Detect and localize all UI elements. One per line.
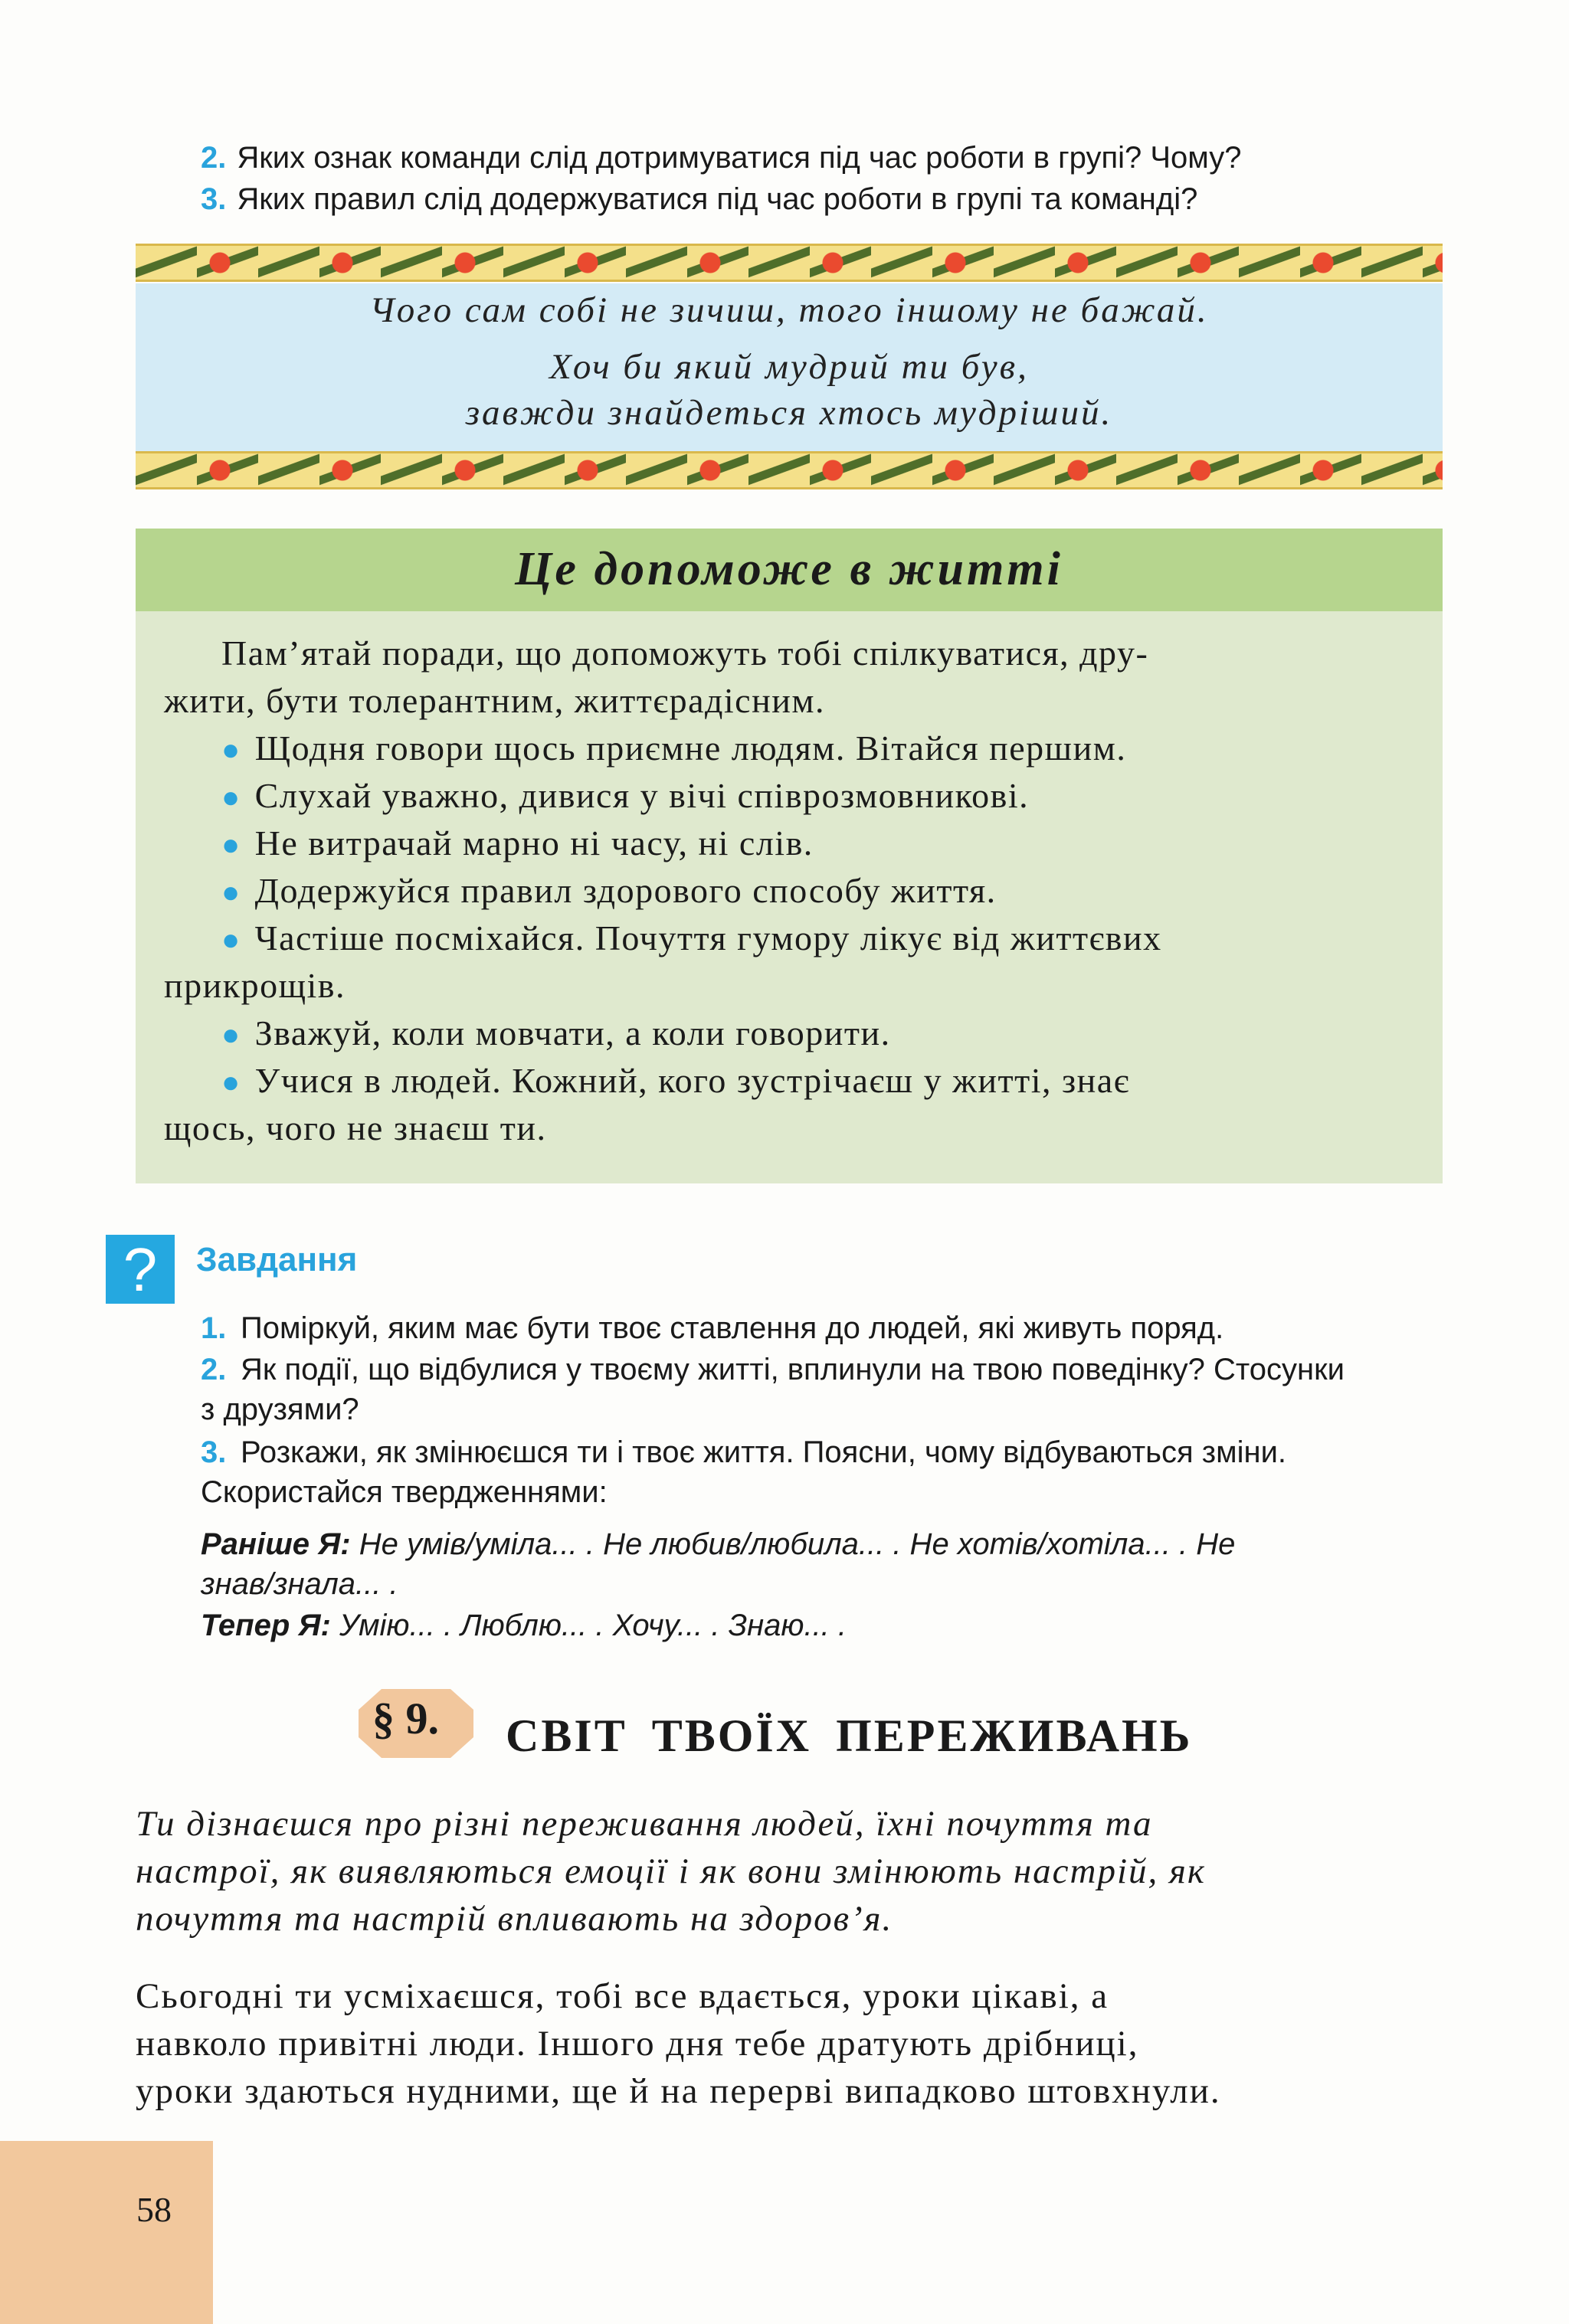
bullet-icon: ●	[221, 1018, 241, 1052]
statement-before: Раніше Я: Не умів/уміла... . Не любив/любила... . Не хотів/хотіла... . Не	[201, 1527, 1236, 1561]
task-3-continuation: Скористайся твердженнями:	[201, 1475, 608, 1509]
bullet-icon: ●	[221, 828, 241, 862]
bullet-icon: ●	[221, 733, 241, 767]
question-text: Яких ознак команди слід дотримуватися під час роботи в групі? Чому?	[237, 141, 1242, 175]
question-text: Яких правил слід додержуватися під час роботи в групі та команді?	[237, 182, 1198, 216]
body-text-line: уроки здаються нудними, ще й на перерві випадково штовхнули.	[136, 2071, 1221, 2111]
question-2	[201, 138, 1241, 178]
body-text-line: навколо привітні люди. Іншого дня тебе дратують дрібниці,	[136, 2024, 1139, 2064]
section-intro-line: почуття та настрій впливають на здоров’я.	[136, 1899, 893, 1939]
advice-item-continuation: щось, чого не знаєш ти.	[164, 1108, 547, 1147]
advice-box-header	[136, 529, 1443, 611]
section-number: § 9.	[372, 1694, 439, 1743]
section-intro-line: настрої, як виявляються емоції і як вони змінюють настрій, як	[136, 1851, 1206, 1891]
advice-item: ● Щодня говори щось приємне людям. Вітайся першим.	[221, 728, 1127, 768]
page-number-tab	[0, 2141, 213, 2324]
task-2-continuation: з друзями?	[201, 1393, 359, 1426]
page-number: 58	[136, 2190, 172, 2229]
advice-item-continuation: прикрощів.	[164, 966, 346, 1005]
section-intro-line: Ти дізнаєшся про різні переживання людей, їхні почуття та	[136, 1804, 1153, 1844]
advice-item: ● Учися в людей. Кожний, кого зустрічаєш у житті, знає	[221, 1061, 1130, 1100]
advice-item: ● Зважуй, коли мовчати, а коли говорити.	[221, 1013, 891, 1052]
task-number: 3.	[201, 1435, 227, 1469]
advice-item: ● Додержуйся правил здорового способу життя.	[221, 871, 997, 910]
bullet-icon: ●	[221, 876, 241, 909]
task-1: 1. Поміркуй, яким має бути твоє ставлення до людей, які живуть поряд.	[201, 1308, 1446, 1348]
question-icon: ?	[106, 1235, 175, 1304]
proverb-1: Чого сам собі не зичиш, того іншому не бажай.	[369, 290, 1209, 330]
proverbs-box	[136, 283, 1443, 451]
proverb-2-line-2: завжди знайдеться хтось мудріший.	[465, 393, 1113, 433]
question-3	[201, 179, 1197, 219]
question-number: 3.	[201, 182, 227, 216]
advice-item: ● Слухай уважно, дивися у вічі співрозмовникові.	[221, 776, 1030, 815]
body-text-line: Сьогодні ти усміхаєшся, тобі все вдається, уроки цікаві, а	[136, 1976, 1109, 2016]
advice-box-title: Це допоможе в житті	[515, 543, 1063, 595]
statement-now: Тепер Я: Умію... . Люблю... . Хочу... . Знаю... .	[201, 1609, 847, 1642]
advice-item: ● Не витрачай марно ні часу, ні слів.	[221, 823, 814, 862]
task-2: 2. Як події, що відбулися у твоєму житті, вплинули на твою поведінку? Стосунки	[201, 1350, 1446, 1389]
statement-label: Тепер Я:	[201, 1609, 331, 1642]
ornament-border-bottom	[136, 451, 1443, 489]
bullet-icon: ●	[221, 781, 241, 814]
advice-item: ● Частіше посміхайся. Почуття гумору лікує від життєвих	[221, 918, 1162, 957]
task-number: 2.	[201, 1353, 227, 1386]
question-number: 2.	[201, 141, 227, 175]
advice-intro-line-2: жити, бути толерантним, життєрадісним.	[164, 681, 825, 720]
task-3: 3. Розкажи, як змінюєшся ти і твоє життя. Поясни, чому відбуваються зміни.	[201, 1432, 1446, 1472]
ornament-border-top	[136, 244, 1443, 282]
bullet-icon: ●	[221, 923, 241, 957]
advice-intro-line-1: Пам’ятай поради, що допоможуть тобі спілкуватися, дру-	[221, 633, 1149, 673]
proverb-2-line-1: Хоч би який мудрий ти був,	[549, 347, 1029, 387]
task-number: 1.	[201, 1311, 227, 1345]
statement-before-continuation: знав/знала... .	[201, 1567, 398, 1601]
section-title: СВІТ ТВОЇХ ПЕРЕЖИВАНЬ	[506, 1710, 1193, 1761]
advice-box	[136, 529, 1443, 1183]
bullet-icon: ●	[221, 1065, 241, 1099]
tasks-title: Завдання	[196, 1241, 358, 1278]
statement-label: Раніше Я:	[201, 1527, 351, 1561]
